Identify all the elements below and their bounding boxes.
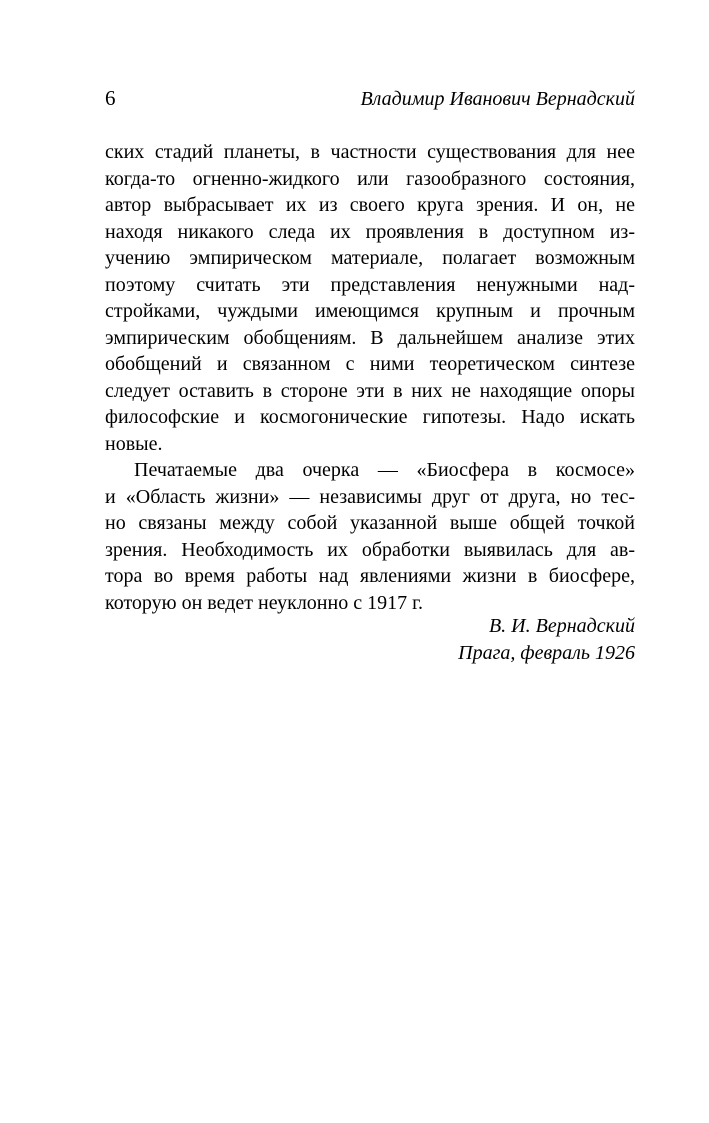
text-line: но связаны между собой указанной выше общей точкой: [105, 512, 635, 534]
signature-name: В. И. Вернадский: [488, 615, 635, 637]
text-line: зрения. Необходимость их обработки выявилась для ав-: [105, 538, 635, 561]
text-line: обобщений и связанном с ними теоретическом синтезе: [105, 353, 635, 375]
text-line: философские и космогонические гипотезы. Надо искать: [105, 406, 635, 428]
page-number: 6: [105, 86, 116, 110]
text-line: поэтому считать эти представления ненужными над-: [105, 273, 635, 296]
text-line: стройками, чуждыми имеющимся крупным и прочным: [105, 300, 635, 322]
text-line: следует оставить в стороне эти в них не находящие опоры: [105, 379, 635, 402]
text-line: находя никакого следа их проявления в доступном из-: [105, 220, 635, 243]
text-line: тора во время работы над явлениями жизни в биосфере,: [105, 565, 635, 587]
body-text: [105, 139, 635, 616]
text-line: и «Область жизни» — независимы друг от друга, но тес-: [105, 485, 635, 508]
text-line: когда-то огненно-жидкого или газообразного состояния,: [105, 167, 635, 190]
text-line: учению эмпирическом материале, полагает возможным: [105, 247, 635, 269]
signature-block: [105, 613, 635, 666]
text-line: автор выбрасывает их из своего круга зрения. И он, не: [105, 194, 635, 216]
running-title: Владимир Иванович Вернадский: [360, 88, 635, 110]
text-line: новые.: [105, 432, 163, 455]
text-line: которую он ведет неуклонно с 1917 г.: [105, 591, 424, 614]
text-line: эмпирическим обобщениям. В дальнейшем анализе этих: [105, 326, 635, 349]
text-line: Печатаемые два очерка — «Биосфера в космосе»: [134, 459, 635, 481]
text-line: ских стадий планеты, в частности существования для нее: [105, 141, 635, 163]
signature-place-date: Прага, февраль 1926: [458, 641, 635, 664]
page-header: [105, 86, 635, 111]
